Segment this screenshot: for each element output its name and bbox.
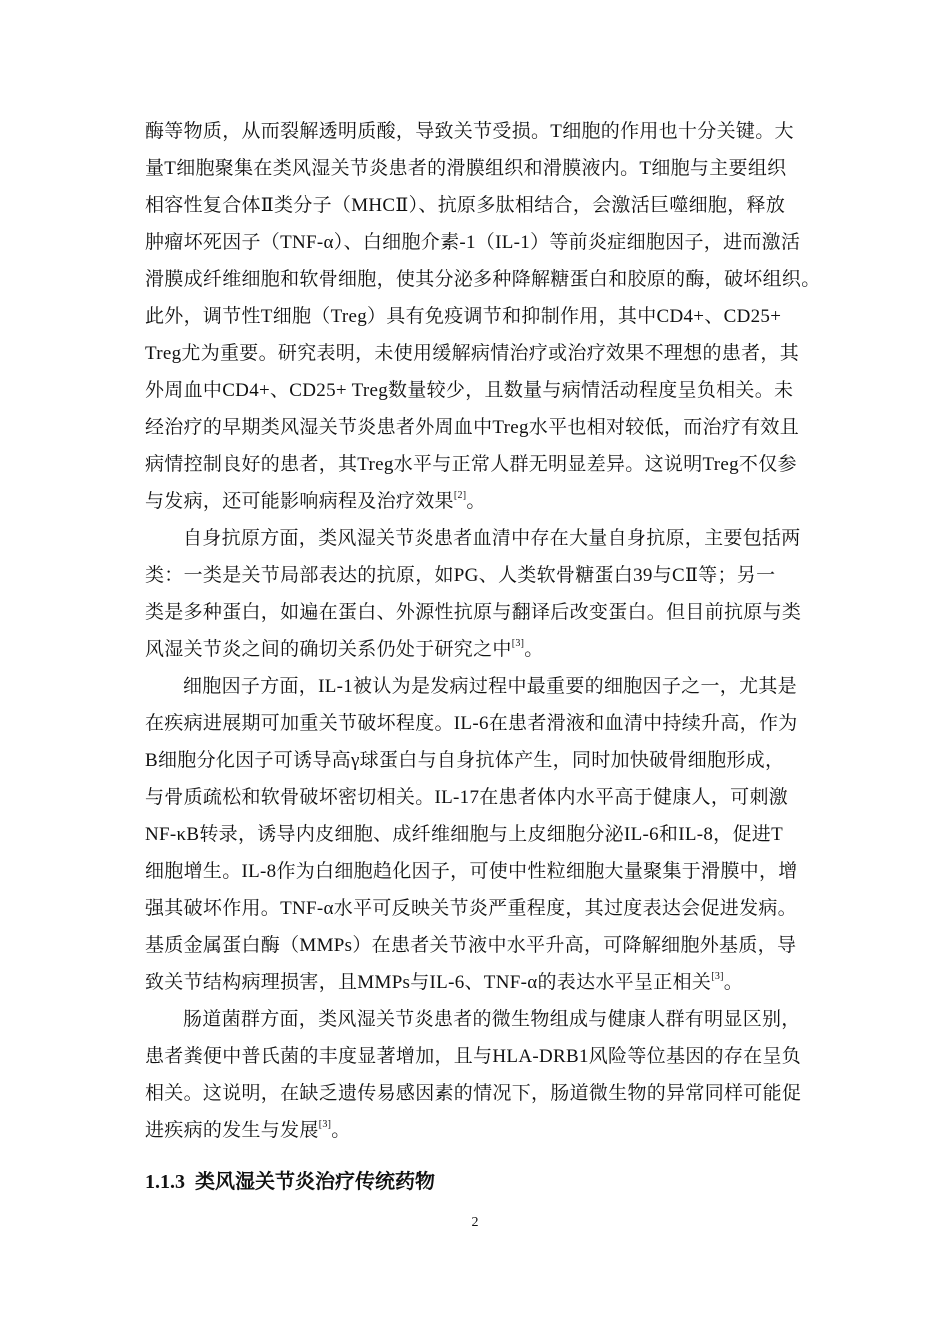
text-line: 基质金属蛋白酶（MMPs）在患者关节液中水平升高，可降解细胞外基质，导	[145, 935, 797, 956]
section-heading	[145, 1167, 435, 1197]
text-line: 患者粪便中普氏菌的丰度显著增加，且与HLA-DRB1风险等位基因的存在呈负	[145, 1046, 802, 1067]
citation-ref: [3]	[711, 970, 724, 982]
text-line-content: 与发病，还可能影响病程及治疗效果	[145, 491, 454, 512]
text-line-content: 风湿关节炎之间的确切关系仍处于研究之中	[145, 639, 512, 660]
sentence-end: 。	[331, 1120, 351, 1141]
citation-ref: [3]	[318, 1118, 332, 1130]
text-line: 外周血中CD4+、CD25+ Treg数量较少，且数量与病情活动程度呈负相关。未	[145, 380, 794, 401]
text-line: 在疾病进展期可加重关节破坏程度。IL-6在患者滑液和血清中持续升高，作为	[145, 713, 798, 734]
text-line: 肿瘤坏死因子（TNF-α）、白细胞介素-1（IL-1）等前炎症细胞因子，进而激活	[145, 232, 801, 253]
paragraph-autoantigen	[145, 520, 815, 668]
text-line-content: 进疾病的发生与发展	[145, 1120, 319, 1141]
sentence-end: 。	[466, 491, 486, 512]
text-line: 滑膜成纤维细胞和软骨细胞，使其分泌多种降解糖蛋白和胶原的酶，破坏组织。	[145, 269, 821, 290]
text-line: 肠道菌群方面，类风湿关节炎患者的微生物组成与健康人群有明显区别，	[183, 1009, 801, 1030]
text-line-content: 致关节结构病理损害，且MMPs与IL-6、TNF-α的表达水平呈正相关	[145, 972, 712, 993]
text-line: 细胞因子方面，IL-1被认为是发病过程中最重要的细胞因子之一，尤其是	[183, 676, 797, 697]
text-line: NF-κB转录，诱导内皮细胞、成纤维细胞与上皮细胞分泌IL-6和IL-8，促进T	[145, 824, 783, 845]
text-line: Treg尤为重要。研究表明，未使用缓解病情治疗或治疗效果不理想的患者，其	[145, 343, 799, 364]
text-line: 酶等物质，从而裂解透明质酸，导致关节受损。T细胞的作用也十分关键。大	[145, 121, 794, 142]
paragraph-cytokines	[145, 668, 815, 1001]
sentence-end: 。	[723, 972, 744, 993]
citation-ref: [3]	[511, 637, 525, 649]
text-line: 与骨质疏松和软骨破坏密切相关。IL-17在患者体内水平高于健康人，可刺激	[145, 787, 789, 808]
text-line-last	[145, 631, 815, 668]
text-line-last	[145, 964, 815, 1001]
text-line: 经治疗的早期类风湿关节炎患者外周血中Treg水平也相对较低，而治疗有效且	[145, 417, 799, 438]
text-line: 相关。这说明，在缺乏遗传易感因素的情况下，肠道微生物的异常同样可能促	[145, 1083, 802, 1104]
paragraph-treg	[145, 113, 821, 520]
text-line: 相容性复合体Ⅱ类分子（MHCⅡ）、抗原多肽相结合，会激活巨噬细胞，释放	[145, 195, 786, 216]
body-text	[145, 113, 821, 1149]
text-line: 量T细胞聚集在类风湿关节炎患者的滑膜组织和滑膜液内。T细胞与主要组织	[145, 158, 787, 179]
page-number: 2	[471, 1215, 479, 1230]
text-line: B细胞分化因子可诱导高γ球蛋白与自身抗体产生，同时加快破骨细胞形成，	[145, 750, 785, 771]
text-line: 此外，调节性T细胞（Treg）具有免疫调节和抑制作用，其中CD4+、CD25+	[145, 306, 782, 327]
text-line: 类：一类是关节局部表达的抗原，如PG、人类软骨糖蛋白39与CⅡ等；另一	[145, 565, 776, 586]
text-line-last	[145, 483, 815, 520]
text-line: 自身抗原方面，类风湿关节炎患者血清中存在大量自身抗原，主要包括两	[183, 528, 801, 549]
text-line: 强其破坏作用。TNF-α水平可反映关节炎严重程度，其过度表达会促进发病。	[145, 898, 797, 919]
citation-ref: [2]	[453, 489, 467, 501]
text-line: 细胞增生。IL-8作为白细胞趋化因子，可使中性粒细胞大量聚集于滑膜中，增	[145, 861, 798, 882]
text-line: 病情控制良好的患者，其Treg水平与正常人群无明显差异。这说明Treg不仅参	[145, 454, 797, 475]
text-line: 类是多种蛋白，如遍在蛋白、外源性抗原与翻译后改变蛋白。但目前抗原与类	[145, 602, 802, 623]
paragraph-gut-microbiota	[145, 1001, 815, 1149]
sentence-end: 。	[524, 639, 544, 660]
section-number: 1.1.3	[145, 1171, 185, 1193]
text-line-last	[145, 1112, 815, 1149]
section-title: 类风湿关节炎治疗传统药物	[195, 1171, 435, 1193]
